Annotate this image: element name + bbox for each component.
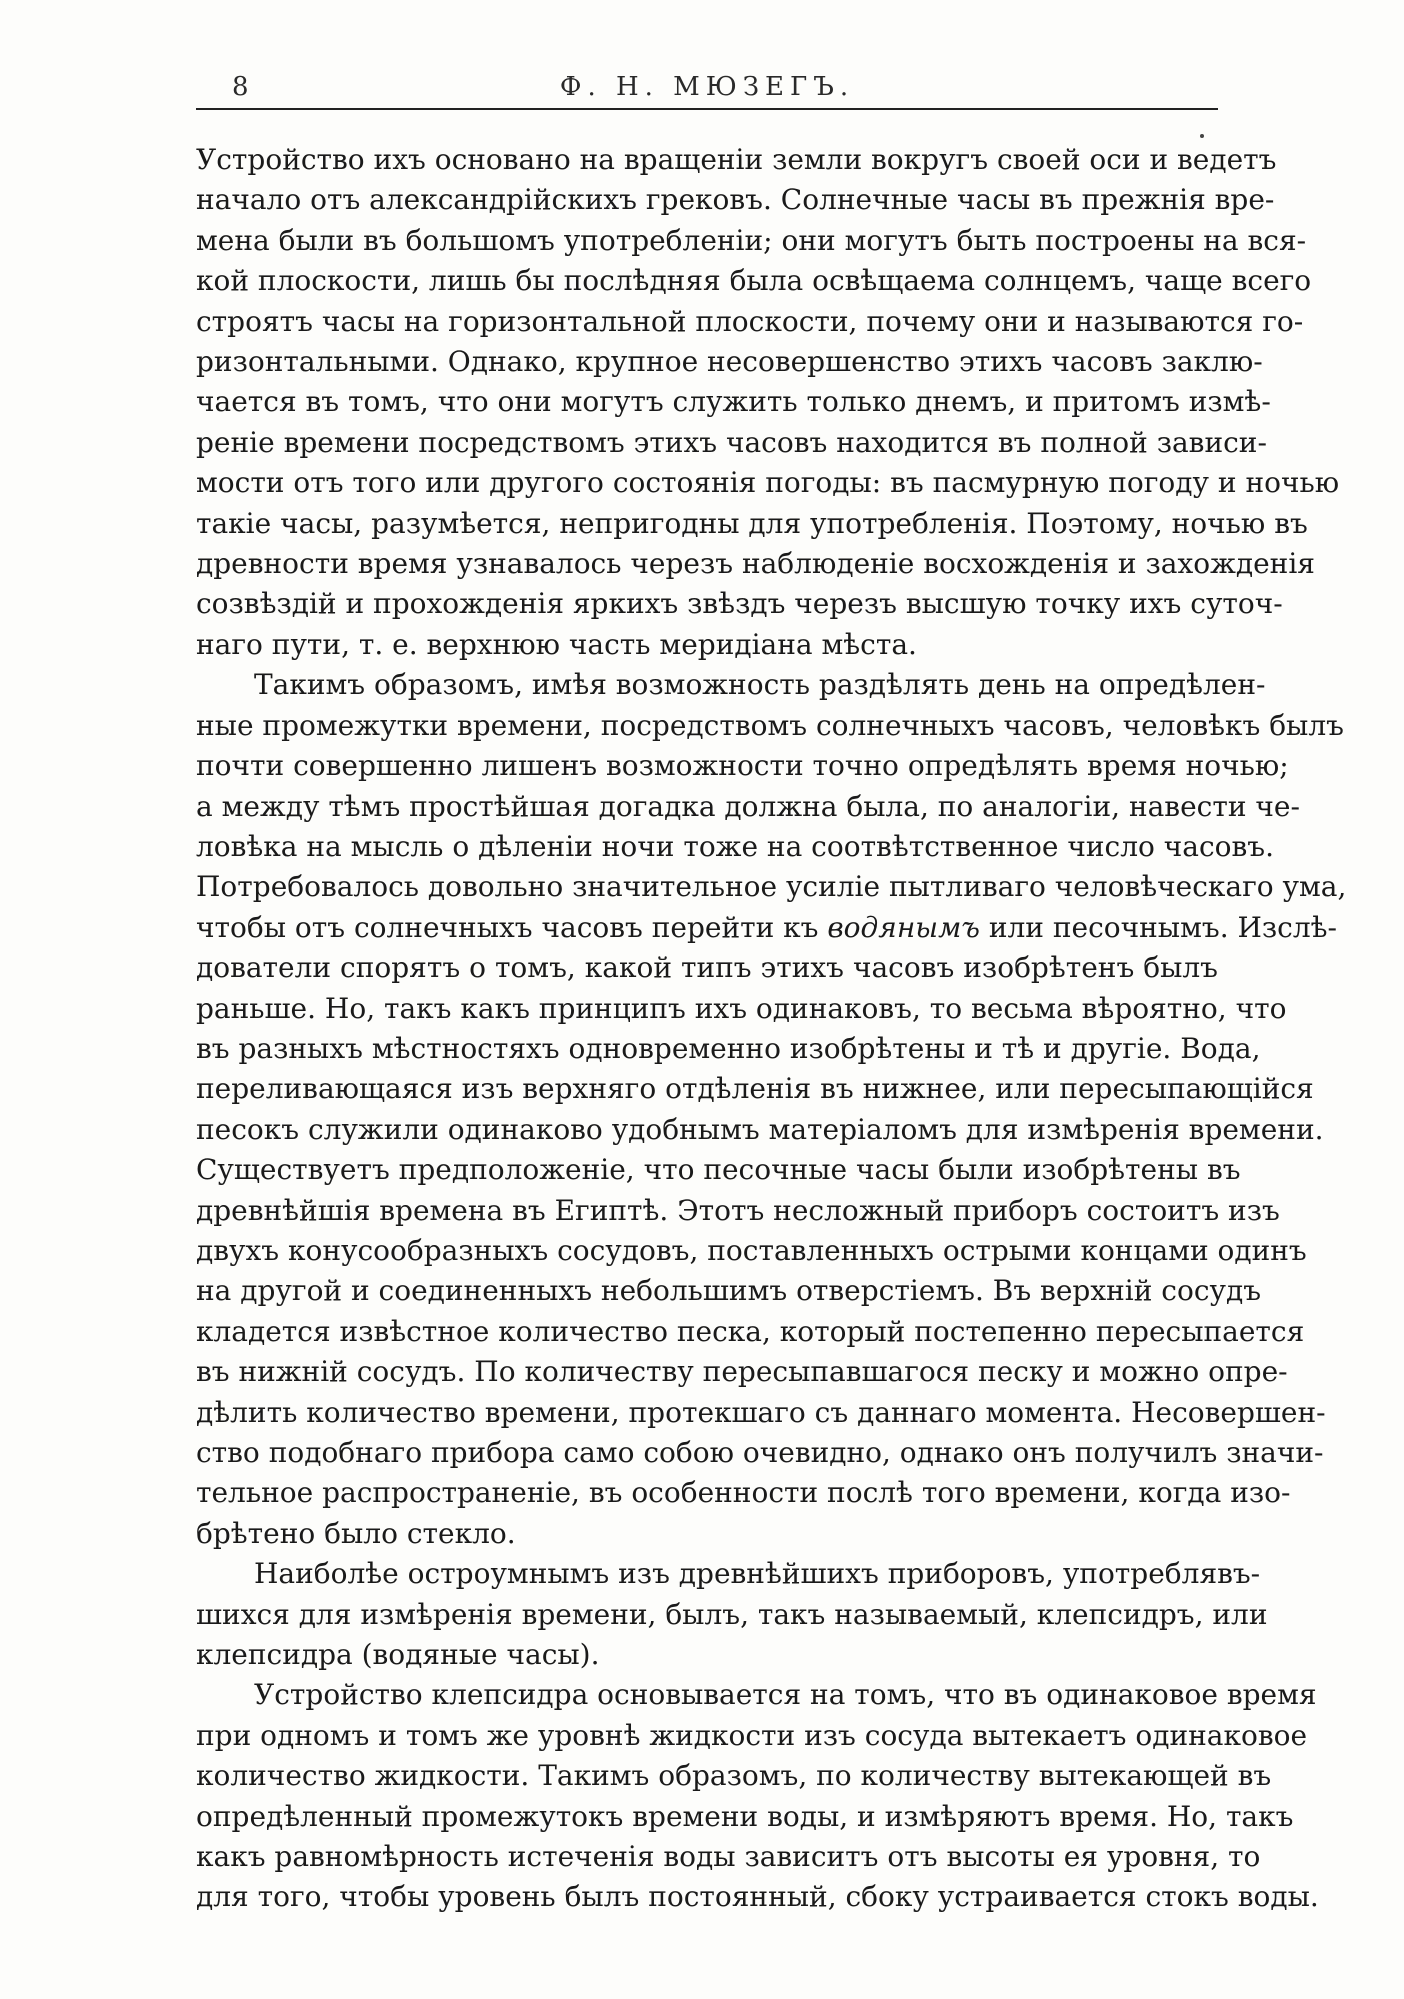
text-line: Существуетъ предположенiе, что песочные часы были изобрѣтены въ — [196, 1153, 1241, 1187]
text-line: ренiе времени посредствомъ этихъ часовъ находится въ полной зависи- — [196, 425, 1267, 459]
text-line: ство подобнаго прибора само собою очевидно, однако онъ получилъ значи- — [196, 1436, 1324, 1469]
text-line: брѣтено было стекло. — [196, 1516, 516, 1550]
paragraph-1 — [196, 140, 1340, 665]
italic-term: водянымъ — [827, 910, 980, 944]
text-line: Такимъ образомъ, имѣя возможность раздѣлять день на опредѣлен- — [254, 668, 1266, 702]
text-line: ризонтальными. Однако, крупное несовершенство этихъ часовъ заклю- — [196, 345, 1263, 379]
text-line: строятъ часы на горизонтальной плоскости, почему они и называются го- — [196, 304, 1304, 338]
running-head-author: Ф. Н. МЮЗЕГЪ. — [559, 72, 855, 102]
body-text — [196, 140, 1347, 1918]
text-line: въ нижнiй сосудъ. По количеству пересыпавшагося песку и можно опре- — [196, 1355, 1288, 1389]
text-line: шихся для измѣренiя времени, былъ, такъ называемый, клепсидръ, или — [196, 1597, 1268, 1631]
text-line: наго пути, т. е. верхнюю часть меридiана мѣста. — [196, 627, 917, 661]
text-line: количество жидкости. Такимъ образомъ, по количеству вытекающей въ — [196, 1759, 1272, 1793]
text-line-with-italic: чтобы отъ солнечныхъ часовъ перейти къ водянымъ или песочнымъ. Изслѣ- — [196, 910, 1337, 944]
text-line: ловѣка на мысль о дѣленiи ночи тоже на соотвѣтственное число часовъ. — [196, 829, 1274, 863]
paragraph-2 — [196, 665, 1347, 1554]
text-line: кладется извѣстное количество песка, который постепенно пересыпается — [196, 1314, 1305, 1348]
text-line: опредѣленный промежутокъ времени воды, и измѣряютъ время. Но, такъ — [196, 1799, 1294, 1833]
text-line: дователи спорятъ о томъ, какой типъ этихъ часовъ изобрѣтенъ былъ — [196, 951, 1218, 985]
text-line: Устройство ихъ основано на вращенiи земли вокругъ своей оси и ведетъ — [196, 143, 1277, 176]
text-line: почти совершенно лишенъ возможности точно опредѣлять время ночью; — [196, 749, 1289, 783]
header-rule — [196, 108, 1218, 110]
page-number: 8 — [232, 72, 255, 102]
text-line: мости отъ того или другого состоянiя погоды: въ пасмурную погоду и ночью — [196, 466, 1340, 500]
text-line: при одномъ и томъ же уровнѣ жидкости изъ сосуда вытекаетъ одинаковое — [196, 1718, 1308, 1752]
paragraph-3 — [196, 1554, 1268, 1675]
print-speck — [1200, 134, 1204, 138]
text-line: ные промежутки времени, посредствомъ солнечныхъ часовъ, человѣкъ былъ — [196, 708, 1344, 742]
text-line: мена были въ большомъ употребленiи; они могутъ быть построены на вся- — [196, 223, 1307, 257]
text-line: начало отъ александрiйскихъ грековъ. Солнечные часы въ прежнiя вре- — [196, 183, 1275, 217]
text-line: Устройство клепсидра основывается на томъ, что въ одинаковое время — [254, 1678, 1317, 1712]
text-line: древности время узнавалось черезъ наблюденiе восхожденiя и захожденiя — [196, 547, 1315, 581]
text-line: какъ равномѣрность истеченiя воды зависитъ отъ высоты ея уровня, то — [196, 1840, 1261, 1874]
text-line: чается въ томъ, что они могутъ служить только днемъ, и притомъ измѣ- — [196, 385, 1271, 419]
text-line: для того, чтобы уровень былъ постоянный, сбоку устраивается стокъ воды. — [196, 1880, 1319, 1914]
text-line: песокъ служили одинаково удобнымъ матерiаломъ для измѣренiя времени. — [196, 1112, 1324, 1146]
text-line: переливающаяся изъ верхняго отдѣленiя въ нижнее, или пересыпающiйся — [196, 1072, 1314, 1106]
text-line: на другой и соединенныхъ небольшимъ отверстiемъ. Въ верхнiй сосудъ — [196, 1274, 1262, 1308]
text-line: Потребовалось довольно значительное усилiе пытливаго человѣческаго ума, — [196, 870, 1347, 904]
text-line: дѣлить количество времени, протекшаго съ даннаго момента. Несовершен- — [196, 1395, 1326, 1429]
text-line: а между тѣмъ простѣйшая догадка должна была, по аналогiи, навести че- — [196, 789, 1300, 823]
text-line: такiе часы, разумѣется, непригодны для употребленiя. Поэтому, ночью въ — [196, 506, 1308, 540]
text-line: Наиболѣе остроумнымъ изъ древнѣйшихъ приборовъ, употреблявъ- — [254, 1557, 1261, 1591]
text-line: кой плоскости, лишь бы послѣдняя была освѣщаема солнцемъ, чаще всего — [196, 264, 1312, 298]
running-head — [196, 72, 1218, 108]
text-line: раньше. Но, такъ какъ принципъ ихъ одинаковъ, то весьма вѣроятно, что — [196, 991, 1287, 1025]
text-line: клепсидра (водяные часы). — [196, 1638, 600, 1672]
text-line: тельное распространенiе, въ особенности послѣ того времени, когда изо- — [196, 1476, 1291, 1510]
text-line: созвѣздiй и прохожденiя яркихъ звѣздъ черезъ высшую точку ихъ суточ- — [196, 587, 1283, 621]
paragraph-4 — [196, 1675, 1319, 1917]
text-line: двухъ конусообразныхъ сосудовъ, поставленныхъ острыми концами одинъ — [196, 1233, 1307, 1267]
text-line: древнѣйшiя времена въ Египтѣ. Этотъ несложный приборъ состоитъ изъ — [196, 1193, 1280, 1227]
text-line: въ разныхъ мѣстностяхъ одновременно изобрѣтены и тѣ и другiе. Вода, — [196, 1031, 1261, 1065]
